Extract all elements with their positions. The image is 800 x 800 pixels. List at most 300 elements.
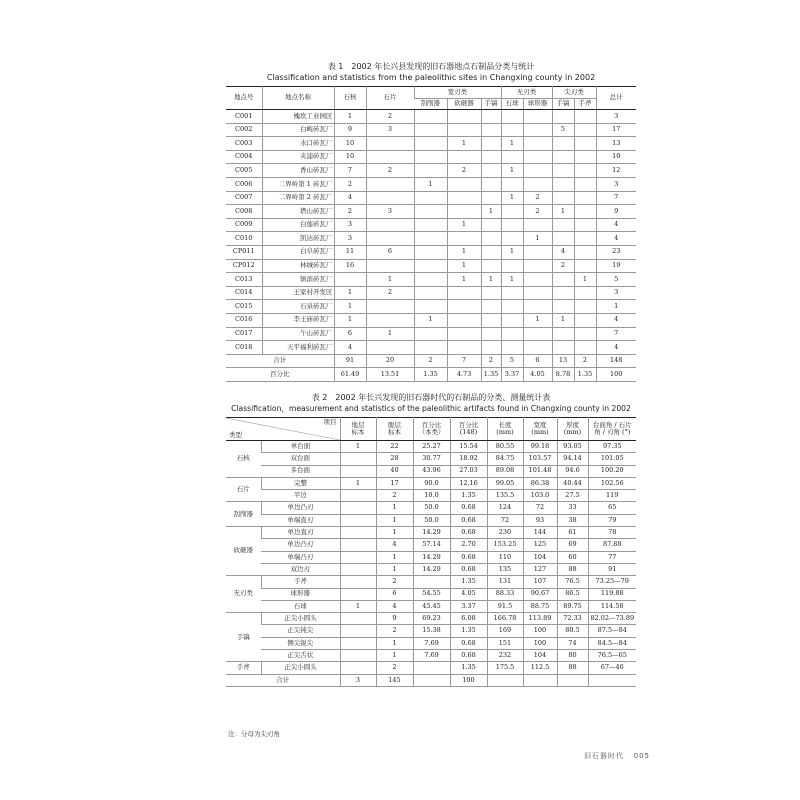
site-no-cell: C002	[226, 123, 262, 137]
table-cell: 1	[376, 527, 413, 539]
header-percent-148: 百分比 (148)	[450, 418, 487, 441]
table-cell: 144	[523, 527, 557, 539]
table-cell: 0.68	[450, 637, 487, 649]
site-name-cell: 白阜砖瓦厂	[262, 245, 334, 259]
table-cell: 110	[487, 551, 523, 563]
subtype-cell: 单边凸刃	[261, 539, 340, 551]
table-cell	[447, 327, 481, 341]
table-cell: 2	[366, 286, 414, 300]
table-cell	[447, 300, 481, 314]
table-cell	[481, 123, 501, 137]
site-no-cell: C009	[226, 218, 262, 232]
subtype-cell: 正尖小圆头	[261, 613, 340, 625]
table-row	[226, 625, 636, 637]
table-cell	[501, 150, 523, 164]
table-cell: 1	[447, 218, 481, 232]
table-cell	[340, 588, 376, 600]
table-cell: 131	[487, 576, 523, 588]
table-row	[226, 662, 636, 674]
header-pick: 手镐	[481, 98, 501, 110]
header-percent-class: 百分比 （本类）	[413, 418, 450, 441]
table-cell: 72.33	[557, 613, 588, 625]
table-cell	[552, 110, 574, 124]
table-row	[226, 313, 636, 327]
table-cell	[414, 341, 447, 355]
table-row	[226, 164, 636, 178]
table-cell	[574, 286, 596, 300]
table-cell: 9	[376, 613, 413, 625]
total-row	[226, 354, 636, 368]
table-note: 注：分母为尖刃角	[228, 730, 280, 738]
site-name-cell: 午山砖瓦厂	[262, 327, 334, 341]
table-cell: 5	[596, 273, 636, 287]
table-cell: 3.37	[501, 368, 523, 382]
table-cell: 7.69	[413, 637, 450, 649]
table-cell	[340, 539, 376, 551]
table-cell: 4	[596, 341, 636, 355]
table-cell: 93	[523, 514, 557, 526]
table-cell	[552, 327, 574, 341]
table-cell: 80.55	[487, 441, 523, 453]
table-cell: 2.70	[450, 539, 487, 551]
table-cell	[523, 110, 552, 124]
table-cell	[414, 300, 447, 314]
table-cell: 73.25—79	[588, 576, 636, 588]
table-cell	[447, 177, 481, 191]
table-cell	[340, 637, 376, 649]
table-cell: 2	[481, 354, 501, 368]
table-cell: 107	[523, 576, 557, 588]
table-cell	[414, 218, 447, 232]
table-cell: 1	[414, 313, 447, 327]
table-cell: 69	[557, 539, 588, 551]
table-cell	[481, 300, 501, 314]
table-cell	[501, 327, 523, 341]
table-cell	[574, 123, 596, 137]
table-cell: 2	[334, 205, 366, 219]
table-cell: 102.56	[588, 477, 636, 489]
table-cell: 103.57	[523, 453, 557, 465]
table-row	[226, 191, 636, 205]
header-handaxe: 手斧	[574, 98, 596, 110]
site-no-cell: C005	[226, 164, 262, 178]
table-cell: 86.5	[557, 588, 588, 600]
table-cell: 7	[596, 191, 636, 205]
site-no-cell: CP011	[226, 245, 262, 259]
table-cell	[414, 137, 447, 151]
table-cell	[340, 613, 376, 625]
site-no-cell: C017	[226, 327, 262, 341]
table-row	[226, 490, 636, 502]
table-cell	[366, 300, 414, 314]
table-cell: 1.35	[481, 368, 501, 382]
table-cell: 1	[552, 313, 574, 327]
table2-title-cn: 表 2 2002 年长兴发现的旧石器时代的石制品的分类、测量统计表	[311, 393, 551, 402]
table-cell	[447, 150, 481, 164]
site-name-cell: 白岘砖瓦厂	[262, 123, 334, 137]
table-cell: 6	[366, 245, 414, 259]
site-no-cell: CP012	[226, 259, 262, 273]
table-row	[226, 327, 636, 341]
table-cell: 6	[334, 327, 366, 341]
table-cell: 9	[596, 205, 636, 219]
table-cell	[523, 245, 552, 259]
table-cell	[414, 232, 447, 246]
table-cell: 4	[376, 600, 413, 612]
table-cell: 2	[334, 177, 366, 191]
table-cell	[523, 177, 552, 191]
table-cell	[414, 327, 447, 341]
table-cell: 1	[366, 273, 414, 287]
site-no-cell: C003	[226, 137, 262, 151]
table-cell: 10	[334, 150, 366, 164]
site-name-cell: 林城砖瓦厂	[262, 259, 334, 273]
table-row	[226, 341, 636, 355]
subtype-cell: 正尖舌状	[261, 650, 340, 662]
table-cell: 79	[588, 514, 636, 526]
table-cell: 86.38	[523, 477, 557, 489]
table-row	[226, 286, 636, 300]
table-cell: 90.67	[523, 588, 557, 600]
table-cell	[366, 218, 414, 232]
table-row	[226, 588, 636, 600]
subtype-cell: 单边凸刃	[261, 502, 340, 514]
table-cell	[414, 205, 447, 219]
table-cell: 145	[376, 674, 413, 686]
table-cell	[414, 191, 447, 205]
table-cell	[340, 650, 376, 662]
type-cell: 手镐	[226, 613, 261, 662]
table-cell	[481, 164, 501, 178]
table-cell: 50.0	[413, 514, 450, 526]
table-cell: 67—46	[588, 662, 636, 674]
subtype-cell: 完整	[261, 477, 340, 489]
table-cell: 2	[376, 490, 413, 502]
table-cell: 2	[447, 164, 481, 178]
table-cell	[447, 232, 481, 246]
table-cell	[414, 273, 447, 287]
table-cell: 3	[366, 205, 414, 219]
table-cell: 114.58	[588, 600, 636, 612]
table-cell	[552, 273, 574, 287]
table-row	[226, 637, 636, 649]
table-row	[226, 551, 636, 563]
table-cell: 1	[447, 273, 481, 287]
table-cell: 1	[376, 563, 413, 575]
table-cell	[340, 625, 376, 637]
table-cell	[366, 150, 414, 164]
table-cell: 40	[376, 465, 413, 477]
table-cell	[574, 191, 596, 205]
site-name-cell: 槐坎工业园区	[262, 110, 334, 124]
site-no-cell: C004	[226, 150, 262, 164]
table-cell	[574, 164, 596, 178]
table-cell	[574, 232, 596, 246]
table-cell: 45.45	[413, 600, 450, 612]
site-no-cell: C016	[226, 313, 262, 327]
table-row	[226, 110, 636, 124]
table-cell: 1	[596, 300, 636, 314]
table-cell: 1	[552, 205, 574, 219]
table-cell: 22	[376, 441, 413, 453]
table-cell	[501, 286, 523, 300]
table-cell	[414, 150, 447, 164]
table-cell: 4	[596, 218, 636, 232]
table-cell	[552, 286, 574, 300]
table-cell: 33	[557, 502, 588, 514]
table-cell: 91.5	[487, 600, 523, 612]
table-cell: 12	[596, 164, 636, 178]
subtype-cell: 双台面	[261, 453, 340, 465]
subtype-cell: 侧尖锐尖	[261, 637, 340, 649]
table-cell: 4.05	[523, 368, 552, 382]
table-row	[226, 613, 636, 625]
table-cell: 1	[334, 313, 366, 327]
table-cell: 1	[376, 514, 413, 526]
table-row	[226, 137, 636, 151]
table-cell	[523, 273, 552, 287]
table-cell	[588, 674, 636, 686]
site-name-cell: 李王庙砖瓦厂	[262, 313, 334, 327]
table-cell: 6.08	[450, 613, 487, 625]
table-cell: 0.68	[450, 502, 487, 514]
table-cell: 1	[334, 300, 366, 314]
table-cell	[501, 218, 523, 232]
table-cell	[552, 164, 574, 178]
subtype-cell: 多台面	[261, 465, 340, 477]
table-cell	[481, 341, 501, 355]
table-cell	[523, 674, 557, 686]
table-cell: 30.77	[413, 453, 450, 465]
table-cell: 91	[588, 563, 636, 575]
table-cell	[523, 150, 552, 164]
subtype-cell: 单台面	[261, 441, 340, 453]
table-cell: 17	[376, 477, 413, 489]
table-cell	[481, 137, 501, 151]
table-cell	[340, 563, 376, 575]
table-cell: 57.14	[413, 539, 450, 551]
table-cell	[366, 232, 414, 246]
table-cell	[447, 191, 481, 205]
subtype-cell: 正尖钝尖	[261, 625, 340, 637]
table-cell: 99.05	[487, 477, 523, 489]
table-cell: 148	[596, 354, 636, 368]
table-cell: 2	[376, 576, 413, 588]
site-no-cell: C018	[226, 341, 262, 355]
site-name-cell: 镇滨砖瓦厂	[262, 273, 334, 287]
type-cell: 石核	[226, 441, 261, 478]
header-angle: 台面角 / 石片 角 / 刃角 (°)	[588, 418, 636, 441]
table-cell	[574, 259, 596, 273]
table-cell	[523, 341, 552, 355]
table-cell: 84.75	[487, 453, 523, 465]
table-cell: 7.69	[413, 650, 450, 662]
table-cell: 2	[552, 259, 574, 273]
table-cell	[523, 137, 552, 151]
table-cell: 0.68	[450, 527, 487, 539]
total-row	[226, 674, 636, 686]
table-row	[226, 232, 636, 246]
site-name-cell: 二界岭第 1 砖瓦厂	[262, 177, 334, 191]
table-cell: 87.5—84	[588, 625, 636, 637]
table-cell: 93.05	[557, 441, 588, 453]
table-cell: 82.02—73.89	[588, 613, 636, 625]
table-cell: 2	[523, 191, 552, 205]
table-cell	[574, 245, 596, 259]
table-cell	[574, 341, 596, 355]
table-cell: 1.35	[414, 368, 447, 382]
table-cell: 1	[523, 232, 552, 246]
table-cell: 87.88	[588, 539, 636, 551]
table2-corner-header	[226, 418, 340, 441]
table-cell: 97.35	[588, 441, 636, 453]
table-cell: 3	[334, 218, 366, 232]
table-cell	[366, 259, 414, 273]
table-cell: 74	[557, 637, 588, 649]
table-row	[226, 527, 636, 539]
table-cell	[574, 313, 596, 327]
table-cell: 61.49	[334, 368, 366, 382]
table-cell: 1	[501, 245, 523, 259]
table-cell: 6	[523, 354, 552, 368]
table-cell	[366, 313, 414, 327]
table-cell: 1	[414, 177, 447, 191]
table-cell: 72	[523, 502, 557, 514]
corner-type-label: 类型	[229, 430, 242, 439]
table-cell: 100	[523, 625, 557, 637]
table-cell	[340, 490, 376, 502]
table-cell: 3	[596, 286, 636, 300]
table-cell: 1.35	[450, 490, 487, 502]
table-cell	[447, 286, 481, 300]
table-cell: 61	[557, 527, 588, 539]
table-cell: 127	[523, 563, 557, 575]
type-cell: 刮削器	[226, 502, 261, 527]
table-cell	[501, 177, 523, 191]
header-spheroid: 球形器	[523, 98, 552, 110]
table-cell	[523, 164, 552, 178]
table-cell: 1	[340, 600, 376, 612]
table-row	[226, 502, 636, 514]
table-cell: 101.05	[588, 453, 636, 465]
table-cell: 166.78	[487, 613, 523, 625]
table-cell: 153.25	[487, 539, 523, 551]
table-cell: 3	[596, 110, 636, 124]
table-cell: 27.03	[450, 465, 487, 477]
site-name-cell: 香山砖瓦厂	[262, 164, 334, 178]
site-no-cell: C008	[226, 205, 262, 219]
table-cell: 88.33	[487, 588, 523, 600]
table-cell: 99.18	[523, 441, 557, 453]
table-cell	[481, 313, 501, 327]
table-cell: 13.51	[366, 368, 414, 382]
table-cell: 1	[334, 286, 366, 300]
table-cell: 125	[523, 539, 557, 551]
table-cell: 0.68	[450, 551, 487, 563]
table-cell: 5	[552, 123, 574, 137]
table-cell: 230	[487, 527, 523, 539]
table1-title-cn: 表 1 2002 年长兴县发现的旧石器地点石制品分类与统计	[327, 62, 535, 71]
site-name-cell: 凯达砖瓦厂	[262, 232, 334, 246]
table-cell	[501, 313, 523, 327]
table-cell: 88	[557, 563, 588, 575]
table-cell: 43.96	[413, 465, 450, 477]
type-cell: 砍砸器	[226, 527, 261, 576]
table-cell	[481, 232, 501, 246]
table-cell: 50.0	[413, 502, 450, 514]
table-cell: 91	[334, 354, 366, 368]
row-label-cell: 百分比	[226, 368, 334, 382]
header-loose-specimen: 脱层 标本	[376, 418, 413, 441]
table-cell: 1.35	[450, 625, 487, 637]
page-number: 005	[633, 752, 650, 760]
table-cell	[501, 300, 523, 314]
table-cell: 9	[334, 123, 366, 137]
table-cell: 1	[340, 477, 376, 489]
table-cell	[340, 465, 376, 477]
header-pick-2: 手镐	[552, 98, 574, 110]
table-cell: 1	[481, 273, 501, 287]
table-cell	[574, 205, 596, 219]
table-cell	[523, 327, 552, 341]
header-stone-ball: 石球	[501, 98, 523, 110]
subtype-cell: 球形器	[261, 588, 340, 600]
table-cell	[481, 327, 501, 341]
table-cell: 1	[501, 164, 523, 178]
table-cell: 20	[366, 354, 414, 368]
table-row	[226, 576, 636, 588]
table-cell	[340, 502, 376, 514]
table-cell: 101.48	[523, 465, 557, 477]
table-cell: 77	[588, 551, 636, 563]
table-row	[226, 453, 636, 465]
header-core: 石核	[334, 87, 366, 110]
table-row	[226, 205, 636, 219]
table-cell	[340, 453, 376, 465]
table-cell: 119	[588, 490, 636, 502]
table-cell: 2	[376, 625, 413, 637]
header-length: 长度 (mm)	[487, 418, 523, 441]
site-no-cell: C007	[226, 191, 262, 205]
table-cell	[501, 110, 523, 124]
table-cell	[574, 177, 596, 191]
site-name-cell: 塔山砖瓦厂	[262, 205, 334, 219]
table-row	[226, 245, 636, 259]
table-cell: 7	[447, 354, 481, 368]
table-cell: 103.0	[523, 490, 557, 502]
table-row	[226, 177, 636, 191]
table-row	[226, 563, 636, 575]
table-cell	[574, 137, 596, 151]
table-cell: 2	[366, 164, 414, 178]
table-cell	[334, 273, 366, 287]
table-cell: 89.75	[557, 600, 588, 612]
header-scraper: 刮削器	[414, 98, 447, 110]
table-cell	[413, 576, 450, 588]
type-cell: 手斧	[226, 662, 261, 674]
table-cell: 16	[334, 259, 366, 273]
header-chopper: 砍砸器	[447, 98, 481, 110]
table-cell: 14.29	[413, 527, 450, 539]
header-pointed-edge: 尖刃类	[552, 87, 596, 99]
table-cell: 28	[376, 453, 413, 465]
table-cell: 175.5	[487, 662, 523, 674]
table-cell: 4.05	[450, 588, 487, 600]
table-row	[226, 477, 636, 489]
table-cell: 1.35	[574, 368, 596, 382]
table-cell	[552, 191, 574, 205]
table-cell	[552, 300, 574, 314]
